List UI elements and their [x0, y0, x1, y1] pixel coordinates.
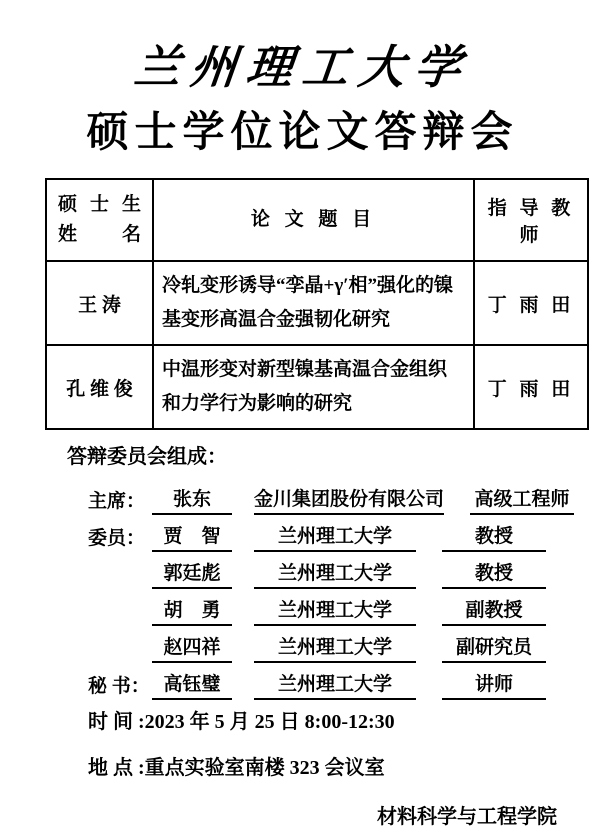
header-advisor: 指 导 教 师: [474, 179, 588, 261]
member-name: 胡 勇: [152, 598, 232, 626]
table-header-row: [46, 179, 588, 261]
member-org: 兰州理工大学: [254, 598, 416, 626]
committee-row-member: [88, 524, 605, 552]
table-row: [46, 261, 588, 345]
member-title: 讲师: [442, 672, 546, 700]
university-logo-calligraphy: 兰州理工大学: [131, 42, 474, 93]
committee-row-chair: [88, 487, 605, 515]
header-student-line2: 姓 名: [58, 224, 141, 245]
member-org: 兰州理工大学: [254, 672, 416, 700]
defense-table: [45, 178, 589, 430]
header-student-name: [46, 179, 153, 261]
defense-time: 时 间 :2023 年 5 月 25 日 8:00-12:30: [88, 711, 395, 733]
member-org: 金川集团股份有限公司: [254, 487, 444, 515]
student-name-cell: 孔 维 俊: [46, 345, 153, 429]
committee-row-secretary: [88, 672, 605, 700]
member-org: 兰州理工大学: [254, 561, 416, 589]
thesis-title-cell: 中温形变对新型镍基高温合金组织和力学行为影响的研究: [153, 345, 474, 429]
defense-location: 地 点 :重点实验室南楼 323 会议室: [88, 757, 385, 779]
role-label: 主席：: [88, 491, 146, 512]
committee-row-member: [88, 561, 605, 589]
member-name: 高钰璧: [152, 672, 232, 700]
committee-row-member: [88, 598, 605, 626]
member-org: 兰州理工大学: [254, 524, 416, 552]
member-title: 副研究员: [442, 635, 546, 663]
committee-row-member: [88, 635, 605, 663]
advisor-cell: 丁 雨 田: [474, 345, 588, 429]
advisor-cell: 丁 雨 田: [474, 261, 588, 345]
committee-rows: [0, 487, 605, 700]
header-student-line1: 硕 士 生: [58, 194, 141, 215]
member-name: 赵四祥: [152, 635, 232, 663]
page-title: 硕士学位论文答辩会: [86, 110, 519, 156]
member-title: 教授: [442, 524, 546, 552]
member-org: 兰州理工大学: [254, 635, 416, 663]
member-title: 副教授: [442, 598, 546, 626]
member-title: 教授: [442, 561, 546, 589]
student-name-cell: 王 涛: [46, 261, 153, 345]
role-label: 委员：: [88, 528, 146, 549]
table-row: [46, 345, 588, 429]
member-title: 高级工程师: [470, 487, 574, 515]
member-name: 张东: [152, 487, 232, 515]
header-thesis-title: 论 文 题 目: [153, 179, 474, 261]
thesis-title-cell: 冷轧变形诱导“孪晶+γ′相”强化的镍基变形高温合金强韧化研究: [153, 261, 474, 345]
committee-section-heading: 答辩委员会组成：: [67, 446, 227, 468]
member-name: 郭廷彪: [152, 561, 232, 589]
role-label: 秘 书：: [88, 676, 150, 697]
department-signature: 材料科学与工程学院: [377, 806, 557, 828]
member-name: 贾 智: [152, 524, 232, 552]
defense-announcement-page: [0, 34, 605, 834]
